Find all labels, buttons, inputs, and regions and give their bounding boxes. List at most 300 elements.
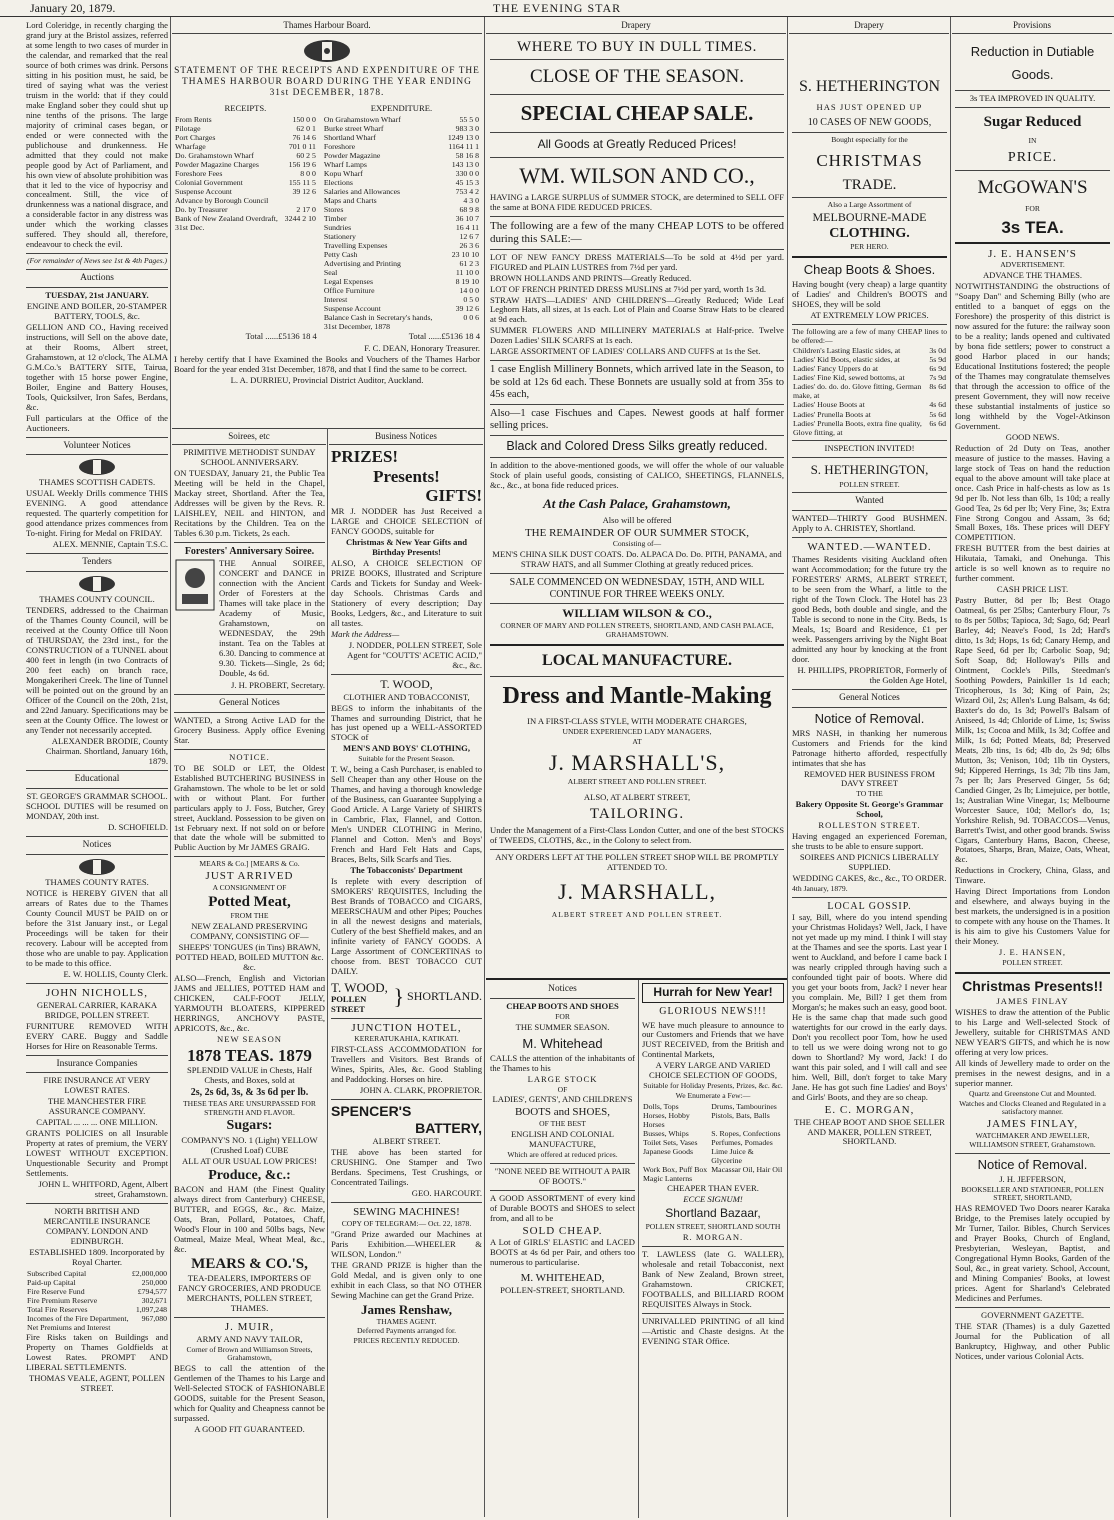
dress-silks: Black and Colored Dress Silks greatly reduced. [506, 439, 768, 454]
table-cell: Advertising and Printing [323, 259, 401, 269]
unrivalled-printing: UNRIVALLED PRINTING of all kind—Artistic and Chaste designs. At the EVENING STAR Office. [642, 1315, 784, 1346]
harbour-board-statement [174, 36, 480, 426]
foreman: Having engaged an experienced Foreman, she trusts to be able to ensure support. [792, 831, 947, 852]
marshall-title: J. MARSHALL'S, [548, 749, 726, 775]
table-cell: 36 10 7 [455, 214, 479, 224]
table-row [323, 160, 480, 169]
nbm-established: ESTABLISHED 1809. Incorporated by Royal Charter. [29, 1246, 165, 1267]
mears-line: MEARS & Co.] [MEARS & Co. [199, 859, 300, 869]
table-cell: £2,000,000 [131, 1268, 167, 1278]
divider [486, 978, 787, 980]
special-sale: SPECIAL CHEAP SALE. [520, 101, 754, 126]
lot-item: BROWN HOLLANDS AND PRINTS—Greatly Reduced. [490, 272, 692, 283]
auditor-certificate: I hereby certify that I have Examined the Books and Vouchers of the Thames Harbor Board for the year ended 31st December, 1878, and that I find the same to be correct. [174, 354, 480, 375]
enumerate: We Enumerate a Few:— [675, 1091, 751, 1101]
divider [490, 603, 784, 604]
wilson-title: WM. WILSON AND CO., [519, 162, 755, 188]
divider [490, 435, 784, 436]
table-cell: 0 0 6 [463, 313, 479, 323]
table-cell: 3s 0d [929, 346, 946, 356]
bought-for: Bought especially for the [831, 135, 908, 145]
wood-logo-name: T. WOOD, [331, 979, 388, 995]
table-cell: Travelling Expenses [323, 241, 388, 251]
column-5 [792, 38, 947, 1520]
crest-icon [302, 38, 352, 64]
wanted-bushmen: WANTED—THIRTY Good BUSHMEN. Apply to A. CHRISTEY, Shortland. [792, 513, 947, 534]
teas-title: 1878 TEAS. 1879 [187, 1045, 312, 1065]
wanted-body: Thames Residents visiting Auckland often want Accommodation; for the future try the FORESTERS' ARMS, ALBERT STREET, to be seen from the Wharf, a little to the right of the Town Clock. The Hotel has 23 good Beds, both double and single, and the Table is second to none in the City. Beds, 1s Meals, 1s; Board and Residence, £1 per week. Passengers arriving by the Night Boat admitted any hour by knocking at the front door. [792, 554, 947, 664]
nicholls-title: JOHN NICHOLLS, [46, 986, 148, 999]
table-row [792, 382, 947, 400]
table-cell: 7s 9d [929, 373, 946, 383]
divider [26, 854, 168, 855]
table-cell: Dolls, Tops [643, 1101, 679, 1111]
divider [26, 836, 168, 837]
divider [955, 107, 1110, 108]
table-cell [284, 196, 317, 205]
consisting: Consisting of— [612, 539, 662, 549]
section-header-tenders: Tenders [82, 557, 112, 568]
nbm-agent: THOMAS VEALE, AGENT, POLLEN STREET. [29, 1373, 165, 1393]
table-cell: Horses, Hobby Horses [643, 1110, 690, 1129]
divider [792, 510, 947, 511]
table-row [323, 214, 480, 223]
also-large: Also a Large Assortment of [827, 200, 912, 210]
divider [174, 749, 325, 750]
table-cell: Paid-up Capital [27, 1277, 76, 1287]
divider [490, 404, 784, 405]
divider [792, 707, 947, 708]
divider [955, 90, 1110, 91]
price-title: PRICE. [1007, 149, 1058, 165]
trade-title: TRADE. [842, 176, 897, 193]
wilson-body: HAVING a LARGE SURPLUS of SUMMER STOCK, are determined to SELL OFF the same at BONA FIDE REDUCED PRICES. [490, 192, 784, 213]
table-row [792, 419, 947, 437]
section-header-volunteer: Volunteer Notices [63, 440, 131, 451]
table-cell: 1249 13 0 [447, 132, 479, 142]
table-cell: Ladies' do. do. do. Glove fitting, German make, at [793, 382, 922, 401]
table-cell: Wharfage [175, 141, 206, 151]
table-cell: £794,577 [137, 1286, 167, 1296]
tenders-body: TENDERS, addressed to the Chairman of the Thames County Council, will be received at the County Office till Noon of THURSDAY, the 23rd inst., for the CONSTRUCTION of a TUNNEL about 400 feet in length (in two Contracts of 200 feet each) on branch race, Mongakeriheri Creek. The line of Tunnel will be pointed out on the ground by an Officer of the Council on the 20th, 21st, and 22nd January. Specifications may be seen at the County Office. The lowest or any Tender not necessarily accepted. [26, 605, 168, 735]
table-cell: Balance Cash in Secretary's hands, 31st December, 1878 [323, 313, 433, 332]
fischues: Also—1 case Fischues and Capes. Newest goods at half former selling prices. [490, 407, 784, 432]
inspection-invited: INSPECTION INVITED! [824, 442, 915, 453]
table-row [642, 1165, 784, 1174]
divider [792, 492, 947, 493]
muir-title: J. MUIR, [224, 1320, 275, 1333]
foresters-signature: J. H. PROBERT, Secretary. [230, 679, 325, 690]
table-cell: Stores [323, 205, 344, 214]
divider [174, 712, 325, 713]
wood-title: T. WOOD, [380, 676, 433, 691]
spencer-street: ALBERT STREET. [372, 1136, 441, 1147]
divider [26, 1203, 168, 1204]
hetherington-title: S. HETHERINGTON [798, 78, 941, 95]
table-cell: 55 5 0 [459, 114, 479, 124]
table-cell: Foreshore Fees [175, 168, 223, 178]
nbm-table [26, 1269, 168, 1332]
bazaar-address: POLLEN STREET, SHORTLAND SOUTH [645, 1222, 781, 1232]
rates-body: NOTICE is HEREBY GIVEN that all arrears of Rates due to the Thames County Council MUST be PAID on or before the 31st January inst., or Legal Proceedings will be taken for their recovery. Labour will be accepted from those who are unable to pay. Application to be made to this office. [26, 888, 168, 969]
table-row [323, 313, 480, 331]
dress-mantle: Dress and Mantle-Making [502, 683, 772, 710]
divider [955, 1153, 1110, 1154]
orders-line: ANY ORDERS LEFT AT THE POLLEN STREET SHOP WILL BE PROMPTLY ATTENDED TO. [495, 852, 779, 873]
table-cell: 1,097,248 [135, 1305, 167, 1315]
table-row [323, 133, 480, 142]
table-cell: 12 6 7 [459, 232, 479, 242]
table-cell: 5s 6d [929, 409, 946, 419]
fire-insurance-title: FIRE INSURANCE AT VERY LOWEST RATES. [43, 1075, 151, 1096]
table-row [323, 205, 480, 214]
battery-title: BATTERY, [415, 1120, 482, 1137]
table-cell: 156 19 6 [288, 159, 316, 169]
potted-items: SHEEPS' TONGUES (in Tins) BRAWN, POTTED HEAD, BOILED MUTTON &c. &c. [175, 941, 324, 972]
table-cell: Interest [323, 295, 348, 305]
table-row [174, 178, 317, 187]
divider [490, 457, 784, 458]
none-need: "NONE NEED BE WITHOUT A PAIR OF BOOTS." [494, 1165, 631, 1186]
tailoring: TAILORING. [589, 806, 685, 823]
table-row [174, 115, 317, 124]
carrier-title: GENERAL CARRIER, KARAKA BRIDGE, POLLEN STREET. [36, 999, 158, 1020]
mcgowan-title: McGOWAN'S [977, 177, 1088, 199]
prizes-title: PRIZES! [331, 447, 399, 466]
divider [792, 689, 947, 690]
nash-date: 4th January, 1879. [792, 883, 848, 893]
table-cell: S. Ropes, Confections [711, 1129, 781, 1138]
butter: FRESH BUTTER from the best dairies at Hikutaia, Tamaki, and Onehunga. This article is so well known as to require no further comment. [955, 543, 1110, 584]
auction-footer: Full particulars at the Office of the Auctioneers. [26, 412, 168, 433]
table-cell: Powder Magazine [323, 150, 381, 160]
rolleston-street: ROLLESTON STREET. [818, 820, 921, 831]
lot-item: LOT OF NEW FANCY DRESS MATERIALS—To be sold at 4½d per yard. FIGURED and PLAIN LUSTRES from 7½d per yard. [490, 251, 784, 272]
divider [490, 1163, 635, 1164]
produce-body: BACON and HAM (the Finest Quality always direct from Canterbury) CHEESE, BUTTER, and EGGS, &c., &c. Maize, Oats, Bran, Pollard, Potatoes, Chaff, Wood's Flour in 100 and 50lbs bags, New Oatmeal, Maize Meal, Wheat Meal, &c., &c. [174, 1183, 325, 1254]
divider [792, 324, 947, 325]
phillips-signature: H. PHILLIPS, PROPRIETOR, Formerly of the Golden Age Hotel, [797, 664, 947, 685]
sale-dates: SALE COMMENCED ON WEDNESDAY, 15TH, AND WILL CONTINUE FOR THREE WEEKS ONLY. [509, 577, 765, 600]
table-cell: 983 3 0 [455, 123, 479, 133]
morgan-body: THE CHEAP BOOT AND SHOE SELLER AND MAKER, POLLEN STREET, SHORTLAND. [794, 1116, 945, 1147]
table-cell: From Rents [175, 114, 212, 124]
table-row [26, 1269, 168, 1278]
table-cell: 330 0 0 [455, 168, 479, 178]
hurrah-items [642, 1102, 784, 1183]
table-cell: Busses, Whips [643, 1129, 689, 1138]
divider [490, 216, 784, 217]
of-the-best: OF THE BEST [539, 1119, 586, 1129]
marshall-address: ALBERT STREET AND POLLEN STREET. [567, 777, 707, 787]
local-manufacture: LOCAL MANUFACTURE. [542, 651, 732, 669]
table-cell: Ladies' Kid Boots, elastic sides, at [793, 355, 900, 365]
crockery: Reductions in Crockery, China, Glass, and Tinware. [955, 865, 1110, 886]
soirees-picnics: SOIREES AND PICNICS LIBERALLY SUPPLIED. [799, 852, 940, 873]
teas-prices: 2s, 2s 6d, 3s, & 3s 6d per lb. [190, 1087, 309, 1099]
tobacco-title: The Tobacconists' Department [350, 864, 463, 875]
mens-clothing: MEN'S AND BOYS' CLOTHING, [342, 743, 471, 754]
gazette-title: GOVERNMENT GAZETTE. [981, 1309, 1084, 1320]
primitive-body: ON TUESDAY, January 21, the Public Tea Meeting will be held in the Chapel, Mackay street, Shortland. After the Tea, Addresses will be given by the Revs. R. LAISHLEY, NEIL and HINTON, and Recitations by the Children. Tea on the Tables 6.30 p.m. Tickets, 2s each. [174, 467, 325, 538]
watches: Watches and Clocks Cleaned and Regulated in a satisfactory manner. [959, 1098, 1106, 1117]
expenditure-title: EXPENDITURE. [370, 102, 433, 113]
lot-item: STRAW HATS—LADIES' AND CHILDREN'S—Greatly Reduced; Wide Leaf Leghorn Hats, all sizes, at 1s each. Lot of Plain and Coarse Straw Hats to be cleared at 9d each. [490, 294, 784, 325]
brace-icon: } [393, 984, 405, 1010]
table-cell: Ladies' Prunella Boots at [793, 409, 871, 419]
table-cell: 14 0 0 [459, 286, 479, 296]
table-cell: 0 5 0 [463, 295, 479, 305]
also-offered: Also will be offered [602, 514, 672, 525]
gossip-title: LOCAL GOSSIP. [827, 900, 912, 912]
english-colonial: ENGLISH AND COLONIAL MANUFACTURE, [510, 1128, 615, 1149]
divider [642, 1246, 784, 1247]
has-opened: HAS JUST OPENED UP [816, 101, 923, 112]
grand-prize: THE GRAND PRIZE is higher than the Gold Medal, and is given only to one exhibit in each Class, so that NO OTHER Sewing Machine can get the Grand Prize. [331, 1259, 482, 1300]
wanted-lad: WANTED, a Strong Active LAD for the Grocery Business. Apply office Evening Star. [174, 714, 325, 745]
divider [955, 972, 1110, 974]
close-season: CLOSE OF THE SEASON. [530, 66, 744, 88]
divider [490, 249, 784, 250]
marshall-address-2: ALBERT STREET AND POLLEN STREET. [551, 909, 723, 919]
tea-title: 3s TEA. [1001, 218, 1064, 237]
table-row [323, 142, 480, 151]
table-cell: Powder Magazine Charges [175, 159, 259, 169]
table-row [792, 364, 947, 373]
table-row [792, 410, 947, 419]
table-row [174, 187, 317, 196]
table-row [642, 1129, 784, 1138]
table-row [792, 355, 947, 364]
where-to-buy: WHERE TO BUY IN DULL TIMES. [517, 39, 757, 55]
cadets-title: THAMES SCOTTISH CADETS. [38, 477, 156, 488]
prices-reduced: PRICES RECENTLY REDUCED. [353, 1336, 460, 1346]
table-row [323, 286, 480, 295]
hansen-body: NOTWITHSTANDING the obstructions of "Soapy Dan" and Scheming Billy (who are entitled to a banquet of eggs on the Foreshore) the prosperity of this district is now assured for the future: the railway soon to be a reality; lands opened and cultivated by bona fide settlers; power to construct a good Harbor placed in our hands; Educational Institutions fostered; the people of the Thames may congratulate themselves that through the accession to office of the present Government, they will now receive these substantial instalments of justice so long withheld by the Vogel-Atkinson Government. [955, 281, 1110, 431]
lawless-body: T. LAWLESS (late G. WALLER), wholesale and retail Tobacconist, next Bank of New Zealand, Brown street, Grahamstown. CRICKET, FOOTBALLS, and BILLIARD ROOM REQUISITES Always in Stock. [642, 1248, 784, 1309]
following-lines: The following are a few of many CHEAP lines to be offered:— [792, 326, 947, 345]
telegram-body: "Grand Prize awarded our Machines at Paris Exhibition.—WHEELER & WILSON, London." [331, 1228, 482, 1259]
auditor-signature: L. A. DURRIEU, Provincial District Auditor, Auckland. [230, 375, 424, 386]
table-row [642, 1111, 784, 1129]
table-row [323, 196, 480, 205]
mears-body: TEA-DEALERS, IMPORTERS OF FANCY GROCERIES, AND PRODUCE MERCHANTS, POLLEN STREET, THAMES. [178, 1272, 321, 1313]
auction-title: ENGINE AND BOILER, 20-STAMPER BATTERY, TOOLS, &c. [26, 300, 168, 321]
news-paragraph: Lord Coleridge, in recently charging the grand jury at the Bristol assizes, referred at some length to two cases of murder in the calendar, and remarked that the real source of both crimes was drink. Persons sitting in his position must, he said, be tired of saying what was the veriest truism in the world: that if they could make England sober they could shut up nine tenths of the prisons. The large majority of criminal cases began, or ended or were connected with the publichouse and drunkenness. He admitted that they could not make people good by Act of Parliament, and his own view of absolute prohibition was that it led to the vice of hypocrisy and concealment. Still, the vice of drunkenness was a national disgrace, and a considerable factor in any distress was under which the working classes suffered. They should all, therefore, endeavour to check the evil. [26, 20, 168, 250]
whitford-signature: JOHN L. WHITFORD, Agent, Albert street, Grahamstown. [38, 1179, 168, 1200]
table-cell: 76 14 6 [292, 132, 316, 142]
divider [955, 1307, 1110, 1308]
table-cell: Total Fire Reserves [27, 1305, 88, 1315]
divider [26, 454, 168, 455]
table-row [174, 142, 317, 151]
table-row [174, 205, 317, 214]
junction-body: FIRST-CLASS ACCOMMODATION for Travellers and Visitors. Best Brands of Wines, Spirits, Ales, &c. Good Stabling and Paddocking. Horses on hire. [331, 1044, 482, 1084]
table-cell: Ladies' Fine Kid, sewed bottoms, at [793, 373, 905, 383]
table-cell: Legal Expenses [323, 277, 374, 287]
auction-date: TUESDAY, 21st JANUARY. [45, 289, 149, 300]
table-cell: Burke street Wharf [323, 123, 384, 133]
statement-title: STATEMENT OF THE RECEIPTS AND EXPENDITURE OF THE THAMES HARBOUR BOARD DURING THE YEAR ENDING 31st DECEMBER, 1878. [174, 66, 480, 98]
spencer-title: SPENCER'S [331, 1102, 412, 1119]
table-cell: Ladies' Prunella Boots, extra fine quality, Glove fitting, at [793, 418, 922, 437]
nodder-body: MR J. NODDER has Just Received a LARGE and CHOICE SELECTION of FANCY GOODS, suitable for [331, 506, 482, 537]
section-header-notices: Notices [548, 984, 577, 994]
table-row [26, 1305, 168, 1314]
hurrah-body: WE have much pleasure to announce to our Customers and Friends that we have JUST RECEIVED, from the British and Continental Markets, [642, 1019, 784, 1060]
divider [26, 983, 168, 984]
sewing-title: SEWING MACHINES! [353, 1206, 460, 1219]
muir-footer: A GOOD FIT GUARANTEED. [194, 1423, 305, 1434]
direct-importations: Having Direct Importations from London and elsewhere, and always buying in the best markets, the undersigned is in a position to compete with any house on the Thames. It is his aim to give his Customers Value for their Money. [955, 886, 1110, 947]
table-cell: Maps and Charts [323, 195, 377, 205]
nbm-title: NORTH BRITISH AND MERCANTILE INSURANCE COMPANY. LONDON AND EDINBURGH. [43, 1206, 151, 1247]
divider [490, 360, 784, 361]
table-cell: Petty Cash [323, 250, 358, 260]
holiday-presents: Suitable for Holiday Presents, Prizes, &c. &c. [643, 1081, 783, 1091]
hetherington-street: POLLEN STREET. [839, 479, 900, 489]
expenditure-table [323, 115, 480, 332]
table-cell: Macassar Oil, Hair Oil [711, 1165, 783, 1175]
removed-business: REMOVED HER BUSINESS FROM DAVY STREET [803, 768, 936, 789]
table-row [323, 277, 480, 286]
lots-list [490, 253, 784, 358]
wanted-title: WANTED.—WANTED. [807, 541, 932, 554]
wood-logo-left [331, 980, 390, 1015]
first-class-style: IN A FIRST-CLASS STYLE, WITH MODERATE CHARGES, [527, 716, 747, 727]
quartz: Quartz and Greenstone Cut and Mounted. [969, 1088, 1096, 1098]
section-header-general: General Notices [839, 692, 900, 703]
ladies-gents: LADIES', GENTS', AND CHILDREN'S [492, 1094, 633, 1105]
divider [792, 897, 947, 898]
notice-body: TO BE SOLD or LET, the Oldest Established BUTCHERING BUSINESS in Grahamstown. The whole to be let or sold with or without Plant. For further particulars apply to J. Foss, Butcher, Grey street, Auckland. Possession to be given on 1st February next. If not sold on or before that date the whole will be submitted to Public Auction by Mr JAMES GRAIG. [174, 762, 325, 853]
at: AT [632, 736, 642, 746]
divider [174, 694, 325, 695]
table-row [792, 400, 947, 409]
table-row [323, 259, 480, 268]
receipts-title: RECEIPTS. [224, 102, 267, 113]
boot-lines [792, 346, 947, 436]
jefferson-body: HAS REMOVED Two Doors nearer Karaka Bridge, to the Premises lately occupied by Mr Turner, Tailor. Bibles, Church Services and Prayer Books, Church of England, Presbyterian, Wesleyan, Baptist, and Congregational Hymn Books, Garden of the Soul, &c., in great variety. School, Account, and Mining Companies' Books, at lowest prices. Agent for Sharland's Celebrated Medicines and Perfumes. [955, 1203, 1110, 1303]
advance-thames: ADVANCE THE THAMES. [982, 270, 1083, 281]
produce-title: Produce, &c.: [208, 1167, 291, 1183]
carrier-body: FURNITURE REMOVED WITH EVERY CARE. Buggy and Saddle Horses for Hire on Reasonable Terms. [26, 1020, 168, 1051]
divider [26, 770, 168, 771]
sold-cheap: SOLD CHEAP. [522, 1224, 603, 1237]
finlay-signature: JAMES FINLAY, [986, 1118, 1079, 1131]
column-3-lower [331, 447, 482, 1515]
table-cell: 6s 6d [929, 418, 946, 428]
treasurer-signature: F. C. DEAN, Honorary Treasurer. [364, 343, 480, 354]
divider [792, 132, 947, 133]
manchester-title: THE MANCHESTER FIRE ASSURANCE COMPANY. [48, 1096, 146, 1117]
hetherington-signature: S. HETHERINGTON, [810, 461, 929, 477]
table-row [323, 124, 480, 133]
muir-address: Corner of Brown and Williamson Streets, Grahamstown, [186, 1344, 313, 1363]
column-rule [787, 17, 788, 1517]
table-cell: 6s 9d [929, 364, 946, 374]
table-cell: Fire Premium Reserve [27, 1296, 98, 1306]
finlay-body: WISHES to draw the attention of the Public to his Large and Well-selected Stock of Jewellery, suitable for CHRISTMAS AND NEW YEAR'S GIFTS, and which he is now offering at very low prices. [955, 1007, 1110, 1058]
lot-item: SUMMER FLOWERS AND MILLINERY MATERIALS at Half-price. Twelve Dozen Ladies' SILK SCARFS at 1s each. [490, 325, 784, 346]
table-cell: Pilotage [175, 123, 201, 133]
notices-box [490, 982, 635, 1516]
table-row [174, 133, 317, 142]
whitehead-body: CALLS the attention of the inhabitants of the Thames to his [490, 1052, 635, 1073]
bonnets: 1 case English Millinery Bonnets, which arrived late in the Season, to be sold at 12s 6d each. These Bonnets are usually sold at from 35s to 45s each, [490, 364, 784, 400]
table-row [792, 346, 947, 355]
divider [174, 1317, 325, 1318]
masthead [0, 0, 1114, 17]
crest-icon [77, 458, 117, 476]
table-cell: 150 0 0 [292, 114, 316, 124]
table-cell: Children's Lasting Elastic sides, at [793, 346, 901, 356]
divider [792, 537, 947, 538]
potted-meat: Potted Meat, [208, 893, 291, 910]
large-stock: LARGE STOCK [527, 1073, 598, 1084]
table-cell: Seal [323, 268, 338, 278]
of: OF [557, 1084, 568, 1094]
removal-title: Notice of Removal. [977, 1156, 1088, 1172]
table-row [323, 223, 480, 232]
table-cell: 8 0 0 [300, 168, 316, 178]
whitehead-address: POLLEN-STREET, SHORTLAND. [500, 1284, 625, 1295]
expenditure-total: Total ......£5136 18 4 [408, 331, 480, 342]
table-row [323, 115, 480, 124]
good-news: GOOD NEWS. [1005, 431, 1060, 442]
column-rule [950, 17, 951, 1517]
table-cell: 68 9 8 [459, 205, 479, 214]
in: IN [1028, 136, 1037, 146]
divider [792, 457, 947, 458]
muir-subtitle: ARMY AND NAVY TAILOR, [196, 1333, 303, 1344]
muir-body: BEGS to call the attention of the Gentlemen of the Thames to his Large and Well-Selected STOCK of FASHIONABLE GOODS, suitable for the Present Season, which for Quality and Cheapness cannot be surpassed. [174, 1363, 325, 1423]
renshaw-subtitle: THAMES AGENT. [376, 1316, 437, 1326]
divider [26, 553, 168, 554]
lady-managers: UNDER EXPERIENCED LADY MANAGERS, [562, 727, 712, 737]
teas-value: SPLENDID VALUE in Chests, Half Chests, and Boxes, sold at [186, 1065, 312, 1086]
wood-body: BEGS to inform the inhabitants of the Thames and surrounding District, that he has just opened up a WELL-ASSORTED STOCK of [331, 702, 482, 743]
table-cell: 967,080 [141, 1314, 167, 1324]
section-header-insurance: Insurance Companies [56, 1058, 138, 1069]
column-4-drapery [490, 38, 784, 978]
table-row [642, 1138, 784, 1147]
table-cell: Magic Lanterns [643, 1174, 693, 1184]
column-rule [327, 428, 328, 1518]
table-row [26, 1314, 168, 1332]
table-cell: 62 0 1 [296, 123, 316, 133]
table-row [323, 232, 480, 241]
rates-title: THAMES COUNTY RATES. [45, 877, 149, 888]
section-header-wanted: Wanted [855, 496, 884, 507]
good-news-body: Reduction of 2d Duty on Teas, another measure of justice to the masses. Having a large stock of Teas on hand the reduction equal to the above amount will take place at once. Cash Price in half-chests as low as 1s 9d per lb. Not less than 6lb, 1s 10d; a really Good Tea, 2s 6d per lb; Very Fine, 3s; Extra Fine Strong Congou and Assam, 3s 6d; Small Boxes, 18s. These prices will DEFY COMPETITION. [955, 442, 1110, 543]
table-cell: Sundries [323, 223, 352, 233]
section-header-educational: Educational [74, 773, 120, 784]
table-row [323, 241, 480, 250]
cash-palace: At the Cash Palace, Grahamstown, [543, 495, 731, 511]
ecce-signum: ECCE SIGNUM! [683, 1194, 743, 1205]
divider [792, 256, 947, 258]
lot-item: LARGE ASSORTMENT OF LADIES' COLLARS AND CUFFS at 1s the Set. [490, 346, 761, 357]
table-cell: Suspense Account [175, 186, 232, 196]
column-1 [26, 20, 168, 1502]
jefferson-subtitle: BOOKSELLER AND STATIONER, POLLEN STREET, SHORTLAND, [961, 1184, 1104, 1203]
capital-line: CAPITAL ... ... ... ONE MILLION. [36, 1117, 158, 1128]
statement-tables [174, 103, 480, 332]
table-cell: Stationery [323, 232, 356, 242]
table-cell: Salaries and Allowances [323, 186, 401, 196]
reduction-title: Reduction in Dutiable Goods. [970, 44, 1095, 83]
